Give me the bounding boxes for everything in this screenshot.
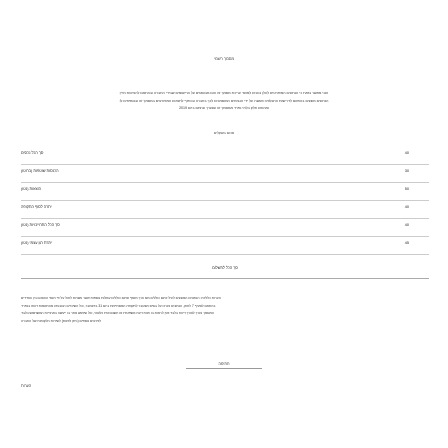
row-label: הכנסות שוטפות (ברוטו) bbox=[21, 169, 59, 173]
footer-label: הערות bbox=[21, 384, 32, 388]
row-label: יתרת הון עצמי (נטו) bbox=[21, 241, 52, 245]
signature-label: חתימה bbox=[218, 362, 230, 366]
row-value: 40 bbox=[404, 223, 409, 227]
row-label: הוצאות (נטו) bbox=[21, 187, 41, 191]
total-label: סך הכל לתשלום bbox=[212, 266, 238, 270]
row-value: 40 bbox=[404, 205, 409, 209]
row-label: סך הכל התחייבויות (נטו) bbox=[21, 223, 60, 227]
row-label: יתרה לסוף התקופה bbox=[21, 205, 52, 209]
row-value: 50 bbox=[404, 187, 409, 191]
row-value: 30 bbox=[404, 169, 409, 173]
notes-line: לפרטים נוספים (ניתן לפנות) לשירות הלקוחות של החברה bbox=[21, 318, 101, 323]
table-row bbox=[21, 201, 429, 219]
notes-paragraph bbox=[21, 295, 431, 325]
notes-line: בהתאם לסעיף 7 לחוק, הנתונים נערכו על בסיס מצטבר לתקופה המסתיימת ביום 31 בדצמבר, וכל השינויים הנובעים מהתאמות דווחו בנפרד bbox=[21, 303, 216, 308]
intro-line: הנתונים מוצגים בהתאם לדרישות הרגולציה ואושרו על ידי הגורמים המוסמכים לכך בחברה ובכפוף לתנאים המפורטים במסמך זה ובנספחים לו bbox=[119, 98, 329, 103]
total-divider bbox=[21, 278, 429, 279]
intro-line: ומהווים חלק בלתי נפרד ממסמך זה שנערך ונחתם ביום 2019 bbox=[179, 106, 269, 110]
intro-line: הנני מאשר בזאת כי הנתונים המפורטים להלן נכונים למועד עריכת מסמך זה והם מבוססים על הרישומים שבידי החברה ובהתאם להוראות הדין bbox=[119, 91, 329, 95]
table-row bbox=[21, 237, 429, 255]
notes-line: הערות כלליות: הנתונים המוצגים לעיל אינם כוללים מס ערך מוסף ואינם כוללים עמלות נוספות אשר עשויות לחול על פי תנאי ההסכם בין הצדדים bbox=[21, 296, 221, 300]
table-row bbox=[21, 183, 429, 201]
table-row bbox=[21, 147, 429, 165]
row-label: סך הכל נכסים bbox=[21, 151, 44, 155]
document-title: מסמך רשמי bbox=[213, 56, 235, 61]
table-row bbox=[21, 219, 429, 237]
signature-line bbox=[186, 368, 262, 369]
row-value: 45 bbox=[404, 241, 409, 245]
row-value: 40 bbox=[404, 151, 409, 155]
table-row bbox=[21, 165, 429, 183]
notes-line: המסמך נערך לצורך דיווח בלבד ואין לראות בו חוות דעת משפטית או חשבונאית כלשהי, וכל שימוש אחר בו ייעשה באחריות המשתמש בלבד bbox=[21, 311, 214, 316]
intro-paragraph bbox=[24, 90, 424, 113]
data-table bbox=[21, 147, 429, 255]
column-header: סכום בשקלים bbox=[213, 131, 235, 135]
